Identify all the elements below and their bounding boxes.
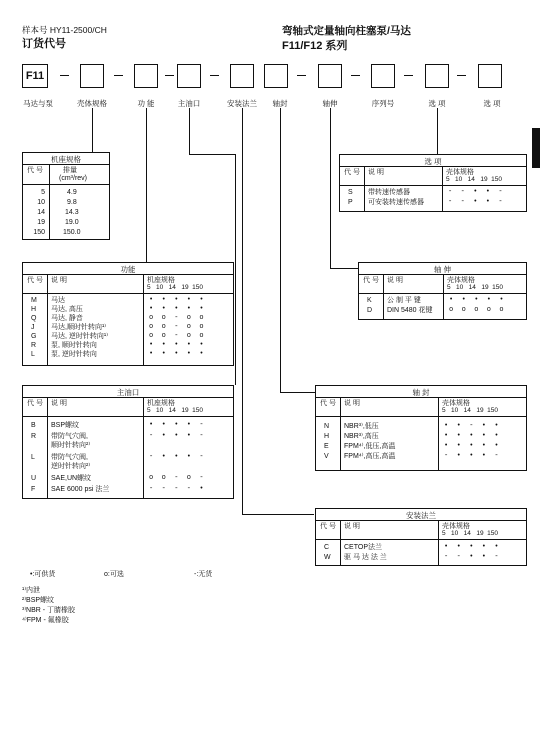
table-row: Q <box>31 315 37 322</box>
code-dash <box>165 75 174 76</box>
table-row: V <box>324 453 329 460</box>
shaft-col-size: 壳体规格 <box>447 277 475 284</box>
shaft-end-table <box>358 262 527 320</box>
label-option-2: 选 项 <box>483 99 501 108</box>
table-row: 4.9 <box>67 189 77 196</box>
table-row: 5 <box>41 189 45 196</box>
table-row: DIN 5480 花键 <box>387 307 433 314</box>
seal-size-headers: 5 10 14 19 150 <box>442 407 499 414</box>
shaft-seal-table <box>315 385 527 471</box>
flange-col-desc: 说 明 <box>344 523 360 530</box>
table-row: • • • • • <box>149 350 204 358</box>
table-row: D <box>367 307 373 314</box>
label-option-1: 选 项 <box>428 99 446 108</box>
frame-col-code: 代 号 <box>27 167 43 174</box>
table-row: SAE,UN螺纹 <box>51 475 92 482</box>
table-row: • • • • • <box>149 341 204 349</box>
table-row: 马达, 高压 <box>51 306 83 313</box>
table-row: • • • • • <box>444 432 499 440</box>
function-col-size: 机座规格 <box>147 277 175 284</box>
connector-function <box>146 108 147 262</box>
frame-col-unit: (cm³/rev) <box>59 175 87 182</box>
table-row: 马达 <box>51 297 65 304</box>
table-row: - - • • - <box>448 188 503 196</box>
code-dash <box>351 75 360 76</box>
function-table <box>22 262 234 366</box>
frame-size-table <box>22 152 110 240</box>
label-shaft-seal: 轴封 <box>272 99 288 108</box>
function-size-headers: 5 10 14 19 150 <box>147 284 204 291</box>
table-row: • • • • • <box>449 296 504 304</box>
order-code-title: 订货代号 <box>22 38 66 50</box>
table-row: 泵, 逆时针转向 <box>51 351 97 358</box>
shaft-col-desc: 说 明 <box>387 277 403 284</box>
connector-port-a <box>189 108 190 154</box>
code-box-main-port <box>177 64 201 88</box>
table-row: 带防气穴阀, <box>51 454 88 461</box>
footnote-4: ⁴⁾FPM - 氟橡胶 <box>22 617 69 624</box>
table-row: 马达,顺时针转向¹⁾ <box>51 324 106 331</box>
table-row: 马达, 静音 <box>51 315 83 322</box>
port-size-headers: 5 10 14 19 150 <box>147 407 204 414</box>
connector-flange-a <box>242 108 243 514</box>
table-row: 可安装转速传感器 <box>368 199 424 206</box>
code-box-serial-number <box>371 64 395 88</box>
table-row: • • - • • <box>444 422 499 430</box>
table-row: CETOP法兰 <box>344 544 382 551</box>
table-row: o o - o o <box>149 314 204 322</box>
connector-port-b <box>189 154 235 155</box>
table-row: • • • • • <box>149 296 204 304</box>
table-row: NBR³⁾,低压 <box>344 423 379 430</box>
table-row: 19 <box>37 219 45 226</box>
footnote-1: ¹⁾内泄 <box>22 587 41 594</box>
connector-option <box>437 108 438 154</box>
table-row: 顺时针转向²⁾ <box>51 442 91 449</box>
table-row: - • • • - <box>149 453 204 461</box>
frame-table-title: 机座规格 <box>51 155 81 164</box>
table-row: o o o o o <box>449 306 504 314</box>
code-dash <box>404 75 413 76</box>
function-col-code: 代 号 <box>27 277 43 284</box>
mounting-flange-table <box>315 508 527 566</box>
table-row: 14.3 <box>65 209 79 216</box>
shaft-table-title: 轴 伸 <box>433 265 452 274</box>
port-col-size: 机座规格 <box>147 400 175 407</box>
table-row: J <box>31 324 35 331</box>
table-row: H <box>31 306 37 313</box>
table-row: SAE 6000 psi 法兰 <box>51 486 110 493</box>
table-row: 带防气穴阀, <box>51 433 88 440</box>
seal-table-title: 轴 封 <box>412 388 430 397</box>
table-row: P <box>348 199 353 206</box>
code-box-frame-size <box>80 64 104 88</box>
table-row: B <box>31 422 36 429</box>
table-row: S <box>348 189 353 196</box>
table-row: o o - o o <box>149 332 204 340</box>
table-row: K <box>367 297 372 304</box>
footnote-3: ³⁾NBR - 丁腈橡胶 <box>22 607 76 614</box>
code-box-shaft-end <box>318 64 342 88</box>
table-row: G <box>31 333 37 340</box>
label-mounting-flange: 安装法兰 <box>227 99 257 108</box>
table-row: L <box>31 351 35 358</box>
code-box-option-2 <box>478 64 502 88</box>
connector-flange-b <box>242 514 314 515</box>
flange-col-size: 壳体规格 <box>442 523 470 530</box>
section-tab-marker <box>532 128 540 168</box>
seal-col-code: 代 号 <box>320 400 336 407</box>
code-box-function <box>134 64 158 88</box>
table-row: 10 <box>37 199 45 206</box>
table-row: o o - o o <box>149 323 204 331</box>
table-row: L <box>31 454 35 461</box>
table-row: 150.0 <box>63 229 81 236</box>
table-row: • • • • • <box>149 305 204 313</box>
options-size-headers: 5 10 14 19 150 <box>446 176 503 183</box>
label-serial-number: 序列号 <box>371 99 395 108</box>
table-row: N <box>324 423 330 430</box>
legend-optional: o:可选 <box>104 571 124 578</box>
label-function: 功 能 <box>137 99 155 108</box>
frame-col-disp: 排量 <box>63 167 77 174</box>
table-row: - - • • - <box>444 553 499 561</box>
table-row: - • • • - <box>444 452 499 460</box>
table-row: NBR³⁾,高压 <box>344 433 379 440</box>
table-row: • • • • • <box>444 442 499 450</box>
code-dash <box>297 75 306 76</box>
table-row: 14 <box>37 209 45 216</box>
code-dash <box>114 75 123 76</box>
table-row: 驱 马 达 法 兰 <box>344 554 387 561</box>
options-table <box>339 154 527 212</box>
table-row: 泵, 顺时针转向 <box>51 342 97 349</box>
table-row: 带转速传感器 <box>368 189 410 196</box>
series-title: F11/F12 系列 <box>282 40 348 52</box>
table-row: C <box>324 544 330 551</box>
table-row: 19.0 <box>65 219 79 226</box>
code-box-shaft-seal <box>264 64 288 88</box>
code-dash <box>210 75 219 76</box>
table-row: - - - - • <box>149 485 204 493</box>
legend-unavailable: -:无货 <box>194 571 213 578</box>
label-main-port: 主油口 <box>177 99 201 108</box>
table-row: - - • • - <box>448 198 503 206</box>
options-table-title: 选 项 <box>424 157 442 166</box>
table-row: F <box>31 486 36 493</box>
options-col-code: 代 号 <box>344 169 360 176</box>
footnote-2: ²⁾BSP螺纹 <box>22 597 55 604</box>
label-motor-pump: 马达与泵 <box>23 99 53 108</box>
label-shaft-end: 轴伸 <box>322 99 338 108</box>
legend-available: •:可供货 <box>30 571 56 578</box>
table-row: - • • • - <box>149 432 204 440</box>
options-col-size: 壳体规格 <box>446 169 474 176</box>
main-port-table <box>22 385 234 499</box>
port-col-code: 代 号 <box>27 400 43 407</box>
options-col-desc: 说 明 <box>368 169 384 176</box>
table-row: • • • • - <box>149 421 204 429</box>
flange-size-headers: 5 10 14 19 150 <box>442 530 499 537</box>
table-row: FPM⁴⁾,高压,高温 <box>344 453 396 460</box>
code-dash <box>60 75 69 76</box>
connector-seal-b <box>280 392 315 393</box>
product-title: 弯轴式定量轴向柱塞泵/马达 <box>282 25 411 37</box>
connector-shaft-a <box>330 108 331 268</box>
table-row: o o - o - <box>149 474 204 482</box>
connector-seal-a <box>280 108 281 392</box>
table-row: W <box>324 554 331 561</box>
code-box-mounting-flange <box>230 64 254 88</box>
code-box-option-1 <box>425 64 449 88</box>
shaft-col-code: 代 号 <box>363 277 379 284</box>
shaft-size-headers: 5 10 14 19 150 <box>447 284 504 291</box>
label-frame-size: 壳体规格 <box>77 99 107 108</box>
seal-col-size: 壳体规格 <box>442 400 470 407</box>
table-row: 逆时针转向²⁾ <box>51 463 91 470</box>
table-row: BSP螺纹 <box>51 422 80 429</box>
code-dash <box>457 75 466 76</box>
connector-port-c <box>235 154 236 385</box>
seal-col-desc: 说 明 <box>344 400 360 407</box>
table-row: 150 <box>33 229 45 236</box>
function-col-desc: 说 明 <box>51 277 67 284</box>
table-row: U <box>31 475 37 482</box>
table-row: • • • • • <box>444 543 499 551</box>
connector-frame <box>92 108 93 152</box>
code-box-series: F11 <box>22 64 48 88</box>
table-row: H <box>324 433 330 440</box>
table-row: 马达, 逆时针转向¹⁾ <box>51 333 108 340</box>
port-col-desc: 说 明 <box>51 400 67 407</box>
table-row: R <box>31 433 37 440</box>
function-table-title: 功能 <box>120 265 136 274</box>
table-row: 公 制 平 键 <box>387 297 421 304</box>
connector-shaft-b <box>330 268 358 269</box>
flange-table-title: 安装法兰 <box>406 511 436 520</box>
table-row: R <box>31 342 37 349</box>
table-row: E <box>324 443 329 450</box>
table-row: M <box>31 297 37 304</box>
flange-col-code: 代 号 <box>320 523 336 530</box>
table-row: FPM⁴⁾,低压,高温 <box>344 443 396 450</box>
port-table-title: 主油口 <box>116 388 140 397</box>
catalog-number: 样本号 HY11-2500/CH <box>22 25 107 35</box>
table-row: 9.8 <box>67 199 77 206</box>
